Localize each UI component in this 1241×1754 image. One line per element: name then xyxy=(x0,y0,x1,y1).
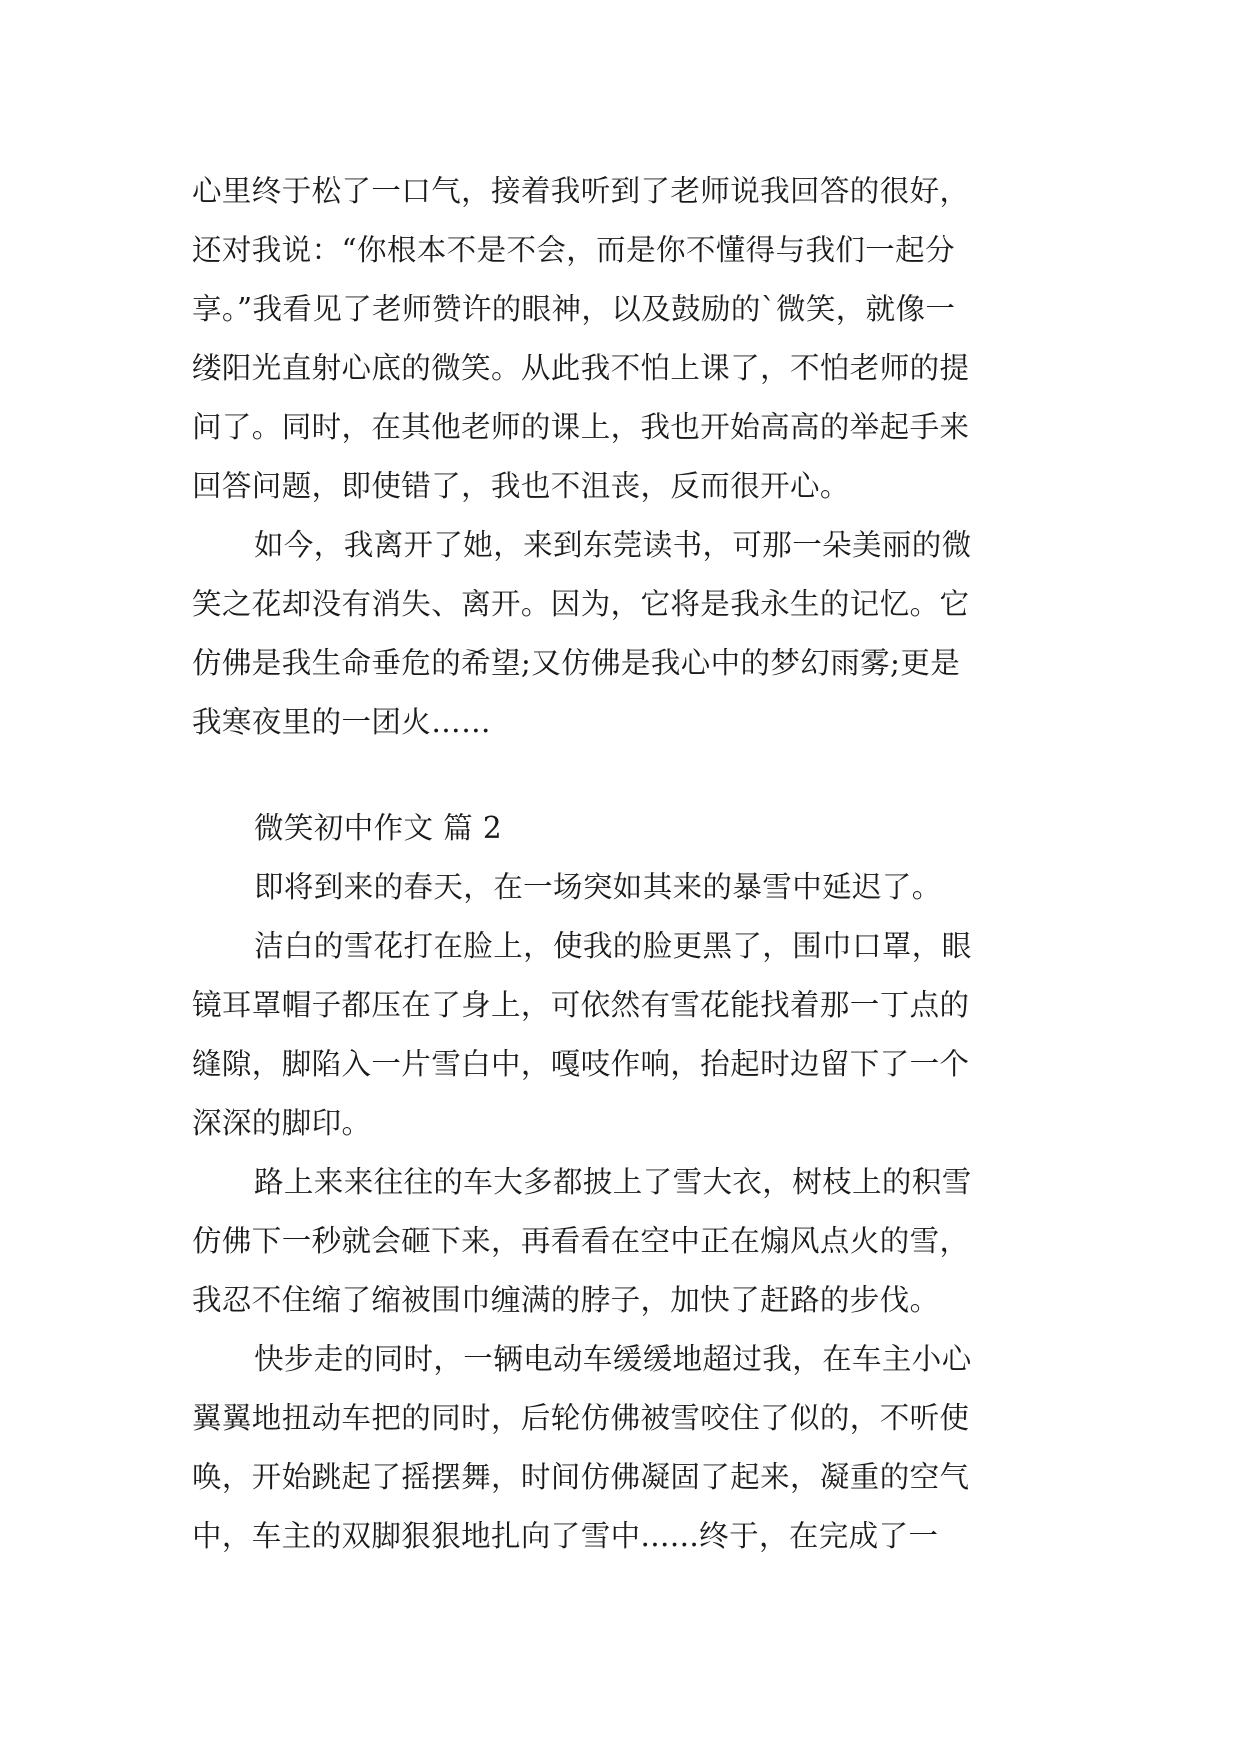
paragraph-line: 还对我说：“你根本不是不会，而是你不懂得与我们一起分 xyxy=(192,233,955,267)
paragraph-line: 镜耳罩帽子都压在了身上，可依然有雪花能找着那一丁点的 xyxy=(192,988,970,1022)
paragraph-line: 心里终于松了一口气，接着我听到了老师说我回答的很好， xyxy=(192,174,970,208)
paragraph-line: 即将到来的春天，在一场突如其来的暴雪中延迟了。 xyxy=(254,870,942,904)
paragraph-line: 缕阳光直射心底的微笑。从此我不怕上课了，不怕老师的提 xyxy=(192,351,970,385)
paragraph-line: 笑之花却没有消失、离开。因为，它将是我永生的记忆。它 xyxy=(192,587,970,621)
paragraph-line: 仿佛下一秒就会砸下来，再看看在空中正在煽风点火的雪， xyxy=(192,1224,970,1258)
paragraph-line: 翼翼地扭动车把的同时，后轮仿佛被雪咬住了似的，不听使 xyxy=(192,1401,970,1435)
paragraph-line: 中，车主的双脚狠狠地扎向了雪中......终于，在完成了一 xyxy=(192,1519,939,1553)
paragraph-line: 我忍不住缩了缩被围巾缠满的脖子，加快了赶路的步伐。 xyxy=(192,1283,940,1317)
paragraph-line: 快步走的同时，一辆电动车缓缓地超过我，在车主小心 xyxy=(254,1342,972,1376)
section-heading: 微笑初中作文 篇 2 xyxy=(254,811,503,845)
paragraph-line: 我寒夜里的一团火…… xyxy=(192,705,492,739)
paragraph-line: 深深的脚印。 xyxy=(192,1106,372,1140)
paragraph-line: 洁白的雪花打在脸上，使我的脸更黑了，围巾口罩，眼 xyxy=(254,929,972,963)
paragraph-line: 仿佛是我生命垂危的希望;又仿佛是我心中的梦幻雨雾;更是 xyxy=(192,646,961,680)
paragraph-line: 回答问题，即使错了，我也不沮丧，反而很开心。 xyxy=(192,469,850,503)
paragraph-line: 路上来来往往的车大多都披上了雪大衣，树枝上的积雪 xyxy=(254,1165,972,1199)
paragraph-line: 唤，开始跳起了摇摆舞，时间仿佛凝固了起来，凝重的空气 xyxy=(192,1460,970,1494)
paragraph-line: 缝隙，脚陷入一片雪白中，嘎吱作响，抬起时边留下了一个 xyxy=(192,1047,970,1081)
paragraph-line: 问了。同时，在其他老师的课上，我也开始高高的举起手来 xyxy=(192,410,970,444)
paragraph-line: 享。”我看见了老师赞许的眼神，以及鼓励的`微笑，就像一 xyxy=(192,292,956,326)
paragraph-line: 如今，我离开了她，来到东莞读书，可那一朵美丽的微 xyxy=(254,528,972,562)
